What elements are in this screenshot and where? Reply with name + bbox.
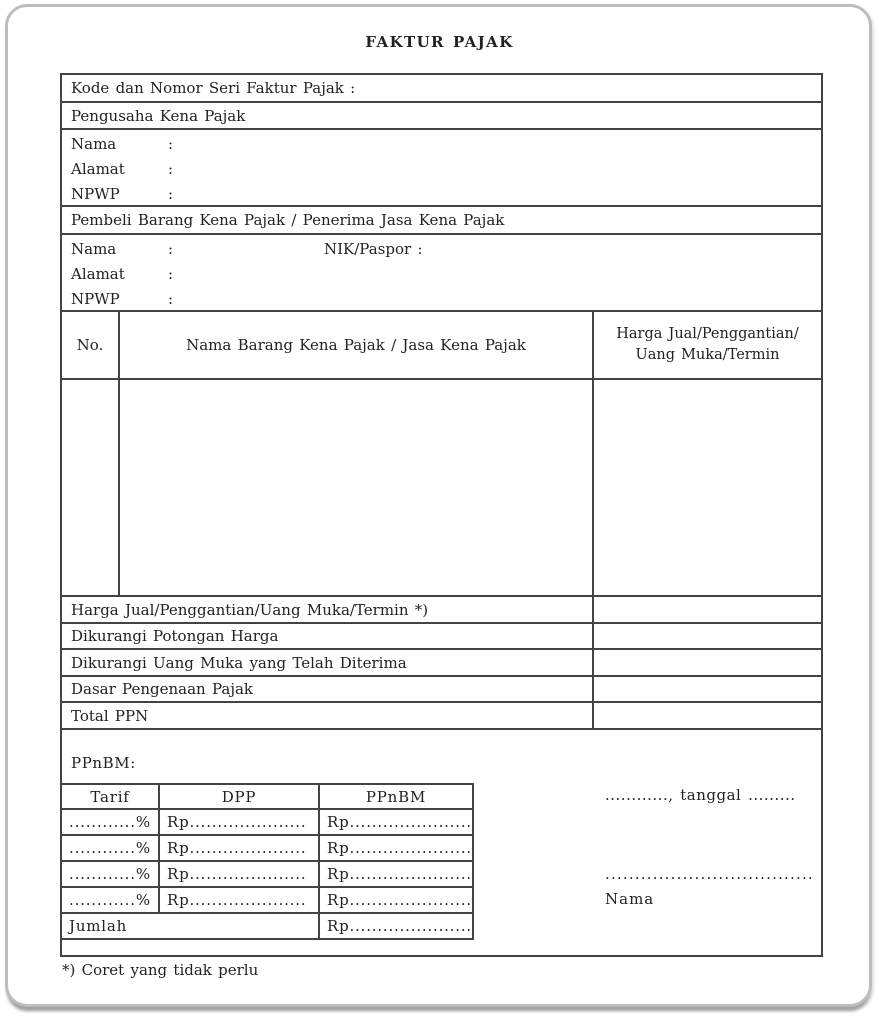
ppnbm-dpp-cell: Rp..................... bbox=[159, 887, 319, 913]
buyer-npwp-colon: : bbox=[168, 289, 174, 308]
seller-nama-colon: : bbox=[168, 134, 174, 153]
items-body-price-cell bbox=[594, 380, 821, 595]
seller-npwp-colon: : bbox=[168, 184, 174, 203]
items-col-price-header bbox=[594, 312, 821, 378]
ppnbm-row bbox=[61, 861, 473, 887]
ppnbm-row bbox=[61, 835, 473, 861]
summary-value bbox=[594, 624, 821, 648]
footnote: *) Coret yang tidak perlu bbox=[62, 961, 259, 979]
buyer-block bbox=[62, 235, 821, 312]
summary-row-potongan-harga bbox=[62, 624, 821, 650]
buyer-nama-line bbox=[62, 236, 821, 261]
kode-nomor-seri-row bbox=[62, 75, 821, 103]
ppnbm-ppnbm-cell: Rp...................... bbox=[319, 835, 473, 861]
summary-value bbox=[594, 703, 821, 728]
summary-label: Total PPN bbox=[62, 703, 594, 728]
items-col-price-line1: Harga Jual/Penggantian/ bbox=[616, 326, 799, 342]
ppnbm-section bbox=[62, 730, 821, 955]
ppnbm-tarif-cell: ............% bbox=[61, 861, 159, 887]
seller-block bbox=[62, 130, 821, 207]
buyer-nama-label: Nama bbox=[71, 239, 117, 258]
pembeli-header-row bbox=[62, 207, 821, 235]
items-table-header bbox=[62, 312, 821, 380]
items-col-no-header: No. bbox=[62, 312, 120, 378]
summary-value bbox=[594, 650, 821, 675]
signature-name-line: ................................... bbox=[605, 865, 814, 883]
summary-row-uang-muka bbox=[62, 650, 821, 677]
ppnbm-tarif-cell: ............% bbox=[61, 835, 159, 861]
ppnbm-col-tarif: Tarif bbox=[61, 784, 159, 809]
faktur-pajak-form bbox=[60, 73, 823, 957]
ppnbm-row bbox=[61, 887, 473, 913]
ppnbm-tarif-cell: ............% bbox=[61, 809, 159, 835]
summary-row-harga-jual bbox=[62, 597, 821, 624]
buyer-alamat-label: Alamat bbox=[71, 264, 125, 283]
seller-npwp-label: NPWP bbox=[71, 184, 120, 203]
summary-label: Harga Jual/Penggantian/Uang Muka/Termin *) bbox=[62, 597, 594, 622]
ppnbm-ppnbm-cell: Rp...................... bbox=[319, 809, 473, 835]
items-table-body-empty bbox=[62, 380, 821, 595]
ppnbm-ppnbm-cell: Rp...................... bbox=[319, 887, 473, 913]
seller-nama-label: Nama bbox=[71, 134, 117, 153]
ppnbm-row bbox=[61, 809, 473, 835]
ppnbm-col-dpp: DPP bbox=[159, 784, 319, 809]
ppnbm-dpp-cell: Rp..................... bbox=[159, 809, 319, 835]
ppnbm-dpp-cell: Rp..................... bbox=[159, 835, 319, 861]
buyer-alamat-line bbox=[62, 261, 821, 286]
ppnbm-ppnbm-cell: Rp...................... bbox=[319, 861, 473, 887]
buyer-nama-colon: : bbox=[168, 239, 174, 258]
summary-row-total-ppn bbox=[62, 703, 821, 730]
summary-value bbox=[594, 597, 821, 622]
kode-nomor-seri-label: Kode dan Nomor Seri Faktur Pajak : bbox=[71, 79, 356, 97]
seller-alamat-label: Alamat bbox=[71, 159, 125, 178]
ppnbm-dpp-cell: Rp..................... bbox=[159, 861, 319, 887]
seller-alamat-colon: : bbox=[168, 159, 174, 178]
ppnbm-label: PPnBM: bbox=[71, 754, 136, 772]
buyer-npwp-line bbox=[62, 286, 821, 311]
summary-label: Dikurangi Uang Muka yang Telah Diterima bbox=[62, 650, 594, 675]
signature-place-date: ............, tanggal ......... bbox=[605, 786, 796, 804]
buyer-npwp-label: NPWP bbox=[71, 289, 120, 308]
summary-label: Dikurangi Potongan Harga bbox=[62, 624, 594, 648]
seller-alamat-line bbox=[62, 156, 821, 181]
items-col-price-line2: Uang Muka/Termin bbox=[635, 347, 780, 363]
summary-value bbox=[594, 677, 821, 701]
items-body-no-cell bbox=[62, 380, 120, 595]
page-title: FAKTUR PAJAK bbox=[365, 33, 514, 51]
pengusaha-header-label: Pengusaha Kena Pajak bbox=[71, 106, 246, 125]
summary-row-dasar-pengenaan bbox=[62, 677, 821, 703]
pengusaha-kena-pajak-header bbox=[62, 103, 821, 130]
ppnbm-jumlah-value: Rp...................... bbox=[319, 913, 473, 939]
seller-nama-line bbox=[62, 131, 821, 156]
ppnbm-col-ppnbm: PPnBM bbox=[319, 784, 473, 809]
buyer-nik-paspor-label: NIK/Paspor : bbox=[324, 239, 423, 258]
pembeli-header-label: Pembeli Barang Kena Pajak / Penerima Jasa Kena Pajak bbox=[71, 211, 505, 229]
items-table bbox=[62, 312, 821, 597]
ppnbm-jumlah-row bbox=[61, 913, 473, 939]
buyer-alamat-colon: : bbox=[168, 264, 174, 283]
ppnbm-header-row bbox=[61, 784, 473, 809]
ppnbm-table bbox=[60, 783, 474, 940]
items-body-name-cell bbox=[120, 380, 594, 595]
ppnbm-tarif-cell: ............% bbox=[61, 887, 159, 913]
summary-label: Dasar Pengenaan Pajak bbox=[62, 677, 594, 701]
ppnbm-jumlah-label: Jumlah bbox=[61, 913, 319, 939]
signature-name-label: Nama bbox=[605, 890, 655, 908]
items-col-name-header: Nama Barang Kena Pajak / Jasa Kena Pajak bbox=[120, 312, 594, 378]
seller-npwp-line bbox=[62, 181, 821, 206]
